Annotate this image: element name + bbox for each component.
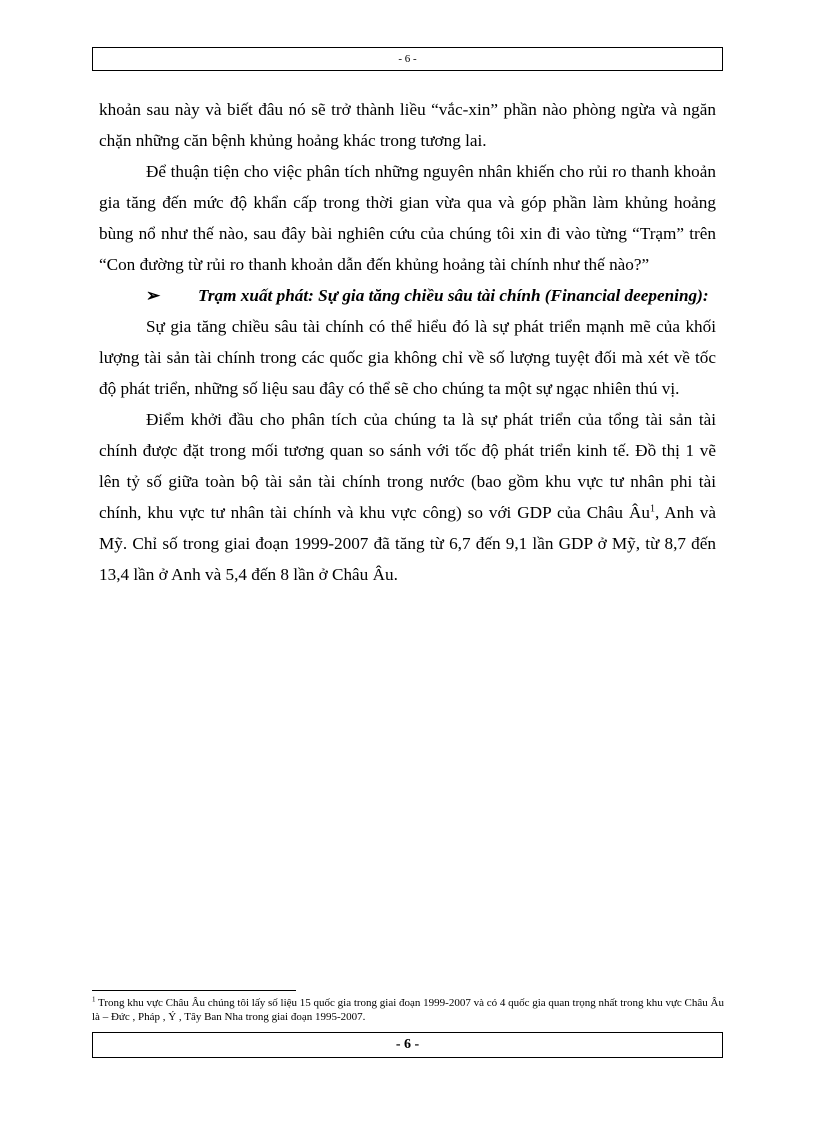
footnote-separator <box>92 990 296 991</box>
footnote-reference[interactable]: 1 <box>649 503 655 515</box>
section-heading <box>99 280 716 311</box>
document-body <box>99 94 716 590</box>
paragraph-analysis <box>99 404 716 590</box>
footnote <box>92 996 732 1024</box>
footnote-text: Trong khu vực Châu Âu chúng tôi lấy số liệu 15 quốc gia trong giai đoạn 1999-2007 và có 4 quốc gia quan trọng nhất trong khu vực Châu Âu là – Đức , Pháp , Ý , Tây Ban Nha trong giai đoạn 1995-2007. <box>92 997 724 1023</box>
header-page-number: - 6 - <box>398 53 417 65</box>
arrow-bullet-icon: ➢ <box>146 286 161 305</box>
paragraph-intro: Để thuận tiện cho việc phân tích những nguyên nhân khiến cho rủi ro thanh khoản gia tăng đến mức độ khẩn cấp trong thời gian vừa qua và góp phần làm khủng hoảng bùng nổ như thế nào, sau đây bài nghiên cứu của chúng tôi xin đi vào từng “Trạm” trên “Con đường từ rủi ro thanh khoản dẫn đến khủng hoảng tài chính như thế nào?” <box>99 162 716 274</box>
paragraph-analysis-part1: Điểm khởi đầu cho phân tích của chúng ta là sự phát triển của tổng tài sản tài chính được đặt trong mối tương quan so sánh với tốc độ phát triển kinh tế. Đồ thị 1 vẽ lên tỷ số giữa toàn bộ tài sản tài chính trong nước (bao gồm khu vực tư nhân phi tài chính, khu vực tư nhân tài chính và khu vực công) so với GDP của Châu Âu <box>99 410 716 522</box>
footnote-marker: 1 <box>92 995 96 1004</box>
footer-page-number: - 6 - <box>395 1037 420 1052</box>
paragraph-definition: Sự gia tăng chiều sâu tài chính có thể hiểu đó là sự phát triển mạnh mẽ của khối lượng tài sản tài chính trong các quốc gia không chỉ về số lượng tuyệt đối mà xét về tốc độ phát triển, những số liệu sau đây có thể sẽ cho chúng ta một sự ngạc nhiên thú vị. <box>99 317 716 398</box>
page-header <box>92 47 723 71</box>
paragraph-continuation: khoản sau này và biết đâu nó sẽ trở thành liều “vắc-xin” phần nào phòng ngừa và ngăn chặn những căn bệnh khủng hoảng khác trong tương lai. <box>99 100 716 150</box>
page-footer <box>92 1032 723 1058</box>
section-heading-text: Trạm xuất phát: Sự gia tăng chiều sâu tài chính (Financial deepening): <box>198 286 709 305</box>
paragraph-analysis-part2: , Anh và Mỹ. Chỉ số trong giai đoạn 1999-2007 đã tăng từ 6,7 đến 9,1 lần GDP ở Mỹ, từ 8,7 đến 13,4 lần ở Anh và 5,4 đến 8 lần ở Châu Âu. <box>99 503 716 584</box>
